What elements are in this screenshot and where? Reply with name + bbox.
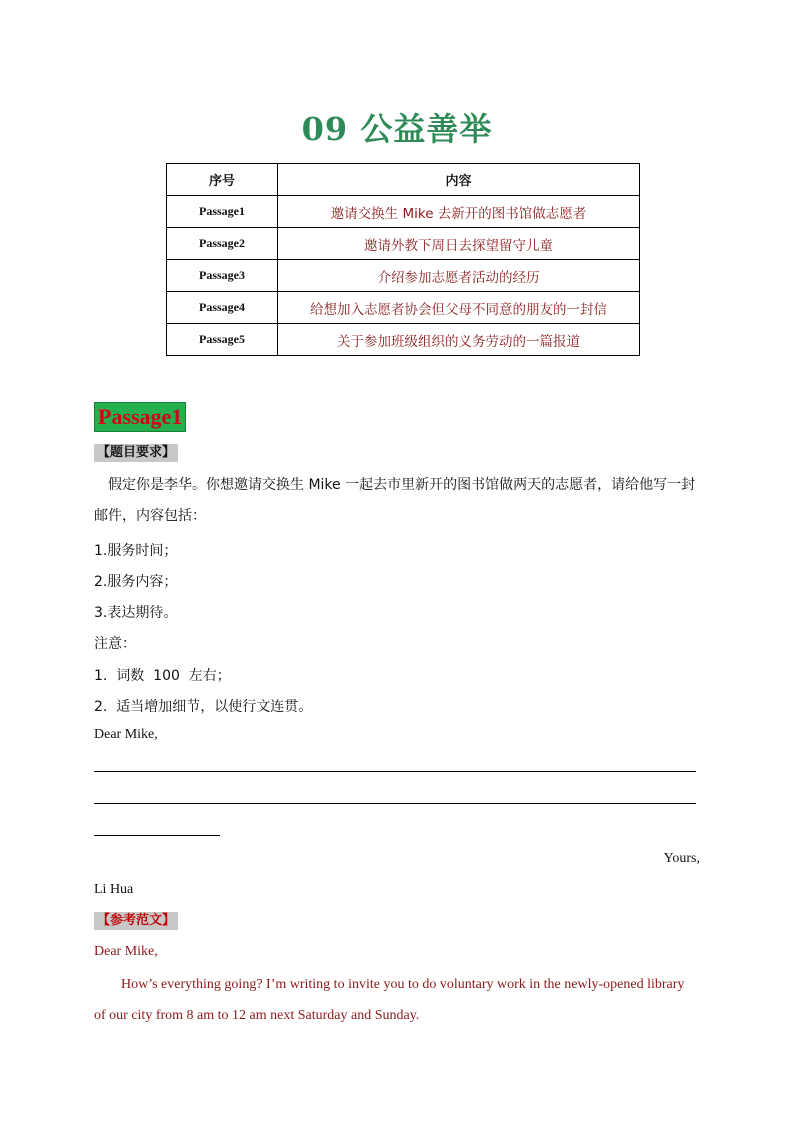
requirement-item: 3.表达期待。 — [94, 605, 178, 621]
passage-number: Passage4 — [167, 292, 278, 324]
passage-description: 邀请外教下周日去探望留守儿童 — [278, 228, 640, 260]
contents-table — [166, 163, 640, 356]
passage-description: 邀请交换生 Mike 去新开的图书馆做志愿者 — [278, 196, 640, 228]
sample-body-paragraph: How’s everything going? I’m writing to invite you to do voluntary work in the newly-opened library of our city from 8 am to 12 am next Saturday and Sunday. — [94, 977, 685, 1023]
note-item: 1. 词数 100 左右； — [94, 668, 231, 684]
page-title: 09 公益善举 — [301, 110, 493, 148]
passage-number: Passage3 — [167, 260, 278, 292]
requirements-tag: 【题目要求】 — [94, 444, 178, 462]
letter-salutation: Dear Mike, — [94, 727, 158, 742]
requirement-item: 2.服务内容； — [94, 574, 178, 590]
writing-line — [94, 835, 220, 836]
table-row — [167, 292, 640, 324]
header-number: 序号 — [167, 164, 278, 196]
writing-line — [94, 771, 696, 772]
note-item: 2. 适当增加细节，以使行文连贯。 — [94, 699, 313, 715]
prompt-paragraph: 假定你是李华。你想邀请交换生 Mike 一起去市里新开的图书馆做两天的志愿者，请给他写一封邮件，内容包括： — [94, 477, 696, 524]
passage-heading-badge: Passage1 — [94, 402, 186, 432]
table-row — [167, 196, 640, 228]
letter-signature: Li Hua — [94, 882, 134, 897]
table-row — [167, 324, 640, 356]
table-row — [167, 260, 640, 292]
passage-number: Passage5 — [167, 324, 278, 356]
header-content: 内容 — [278, 164, 640, 196]
passage-description: 给想加入志愿者协会但父母不同意的朋友的一封信 — [278, 292, 640, 324]
passage-number: Passage2 — [167, 228, 278, 260]
requirement-item: 1.服务时间； — [94, 543, 178, 559]
note-label: 注意： — [94, 636, 136, 652]
passage-number: Passage1 — [167, 196, 278, 228]
sample-answer-tag: 【参考范文】 — [94, 912, 178, 930]
table-row — [167, 228, 640, 260]
sample-salutation: Dear Mike, — [94, 944, 158, 959]
writing-line — [94, 803, 696, 804]
letter-closing: Yours, — [663, 851, 700, 866]
passage-description: 介绍参加志愿者活动的经历 — [278, 260, 640, 292]
table-header-row — [167, 164, 640, 196]
passage-description: 关于参加班级组织的义务劳动的一篇报道 — [278, 324, 640, 356]
